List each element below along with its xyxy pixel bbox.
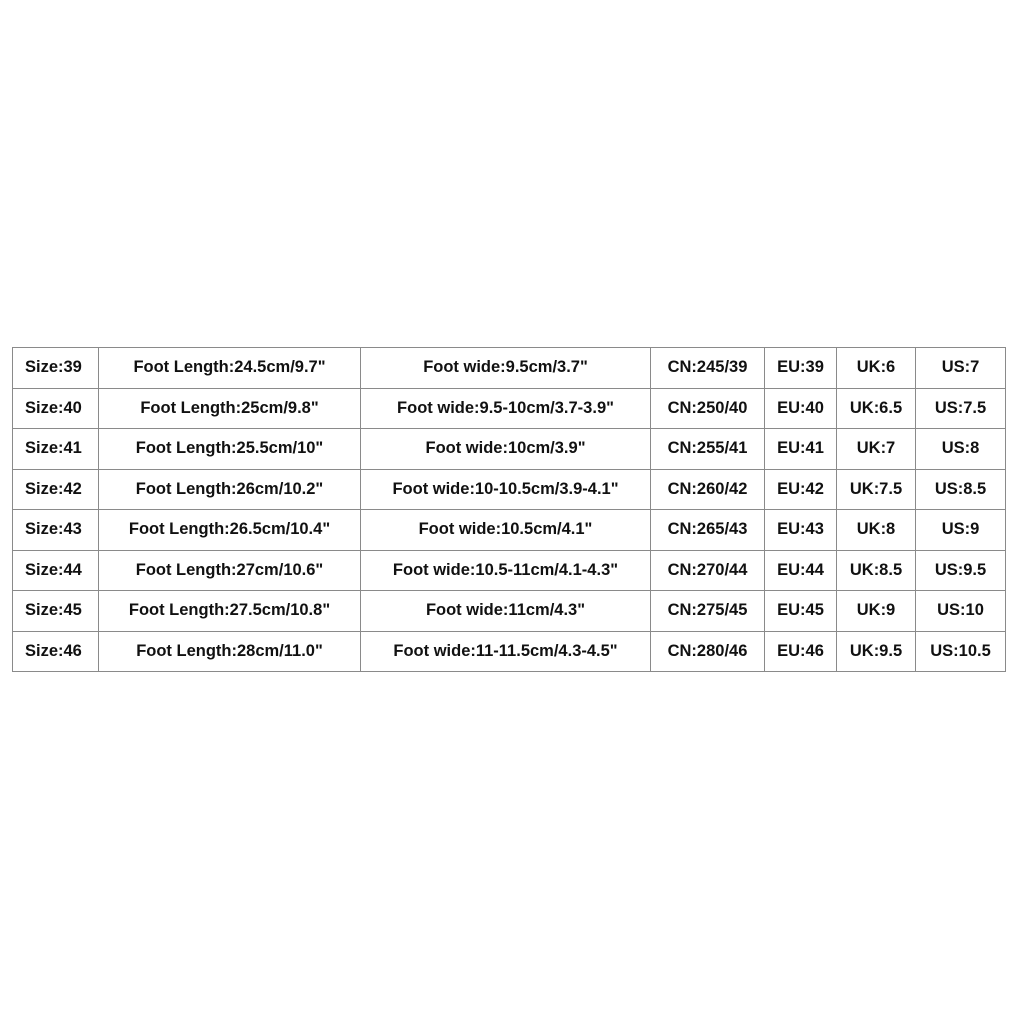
- size-chart-body: [13, 348, 1006, 672]
- eu-size-cell: EU:44: [765, 550, 837, 591]
- cn-size-cell: CN:280/46: [651, 631, 765, 672]
- foot-length-cell: Foot Length:25.5cm/10": [99, 429, 361, 470]
- foot-width-cell: Foot wide:10.5-11cm/4.1-4.3": [361, 550, 651, 591]
- us-size-cell: US:8: [916, 429, 1006, 470]
- cn-size-cell: CN:245/39: [651, 348, 765, 389]
- uk-size-cell: UK:7.5: [837, 469, 916, 510]
- table-row: [13, 348, 1006, 389]
- cn-size-cell: CN:255/41: [651, 429, 765, 470]
- table-row: [13, 510, 1006, 551]
- us-size-cell: US:8.5: [916, 469, 1006, 510]
- size-cell: Size:45: [13, 591, 99, 632]
- us-size-cell: US:9: [916, 510, 1006, 551]
- us-size-cell: US:10: [916, 591, 1006, 632]
- table-row: [13, 469, 1006, 510]
- foot-width-cell: Foot wide:9.5cm/3.7": [361, 348, 651, 389]
- uk-size-cell: UK:7: [837, 429, 916, 470]
- uk-size-cell: UK:9.5: [837, 631, 916, 672]
- eu-size-cell: EU:42: [765, 469, 837, 510]
- table-row: [13, 631, 1006, 672]
- size-cell: Size:39: [13, 348, 99, 389]
- uk-size-cell: UK:8.5: [837, 550, 916, 591]
- foot-width-cell: Foot wide:11-11.5cm/4.3-4.5": [361, 631, 651, 672]
- foot-length-cell: Foot Length:28cm/11.0": [99, 631, 361, 672]
- foot-length-cell: Foot Length:26cm/10.2": [99, 469, 361, 510]
- cn-size-cell: CN:260/42: [651, 469, 765, 510]
- size-chart-table: [12, 347, 1006, 672]
- size-cell: Size:44: [13, 550, 99, 591]
- us-size-cell: US:7: [916, 348, 1006, 389]
- us-size-cell: US:10.5: [916, 631, 1006, 672]
- us-size-cell: US:9.5: [916, 550, 1006, 591]
- foot-width-cell: Foot wide:10cm/3.9": [361, 429, 651, 470]
- table-row: [13, 388, 1006, 429]
- foot-length-cell: Foot Length:27.5cm/10.8": [99, 591, 361, 632]
- table-row: [13, 591, 1006, 632]
- size-cell: Size:40: [13, 388, 99, 429]
- cn-size-cell: CN:270/44: [651, 550, 765, 591]
- size-cell: Size:46: [13, 631, 99, 672]
- eu-size-cell: EU:43: [765, 510, 837, 551]
- foot-width-cell: Foot wide:10.5cm/4.1": [361, 510, 651, 551]
- eu-size-cell: EU:46: [765, 631, 837, 672]
- uk-size-cell: UK:9: [837, 591, 916, 632]
- table-row: [13, 429, 1006, 470]
- eu-size-cell: EU:45: [765, 591, 837, 632]
- uk-size-cell: UK:6.5: [837, 388, 916, 429]
- size-cell: Size:42: [13, 469, 99, 510]
- eu-size-cell: EU:40: [765, 388, 837, 429]
- eu-size-cell: EU:39: [765, 348, 837, 389]
- foot-width-cell: Foot wide:11cm/4.3": [361, 591, 651, 632]
- cn-size-cell: CN:265/43: [651, 510, 765, 551]
- table-row: [13, 550, 1006, 591]
- foot-width-cell: Foot wide:9.5-10cm/3.7-3.9": [361, 388, 651, 429]
- uk-size-cell: UK:8: [837, 510, 916, 551]
- foot-width-cell: Foot wide:10-10.5cm/3.9-4.1": [361, 469, 651, 510]
- cn-size-cell: CN:250/40: [651, 388, 765, 429]
- foot-length-cell: Foot Length:26.5cm/10.4": [99, 510, 361, 551]
- foot-length-cell: Foot Length:25cm/9.8": [99, 388, 361, 429]
- size-cell: Size:41: [13, 429, 99, 470]
- uk-size-cell: UK:6: [837, 348, 916, 389]
- cn-size-cell: CN:275/45: [651, 591, 765, 632]
- foot-length-cell: Foot Length:27cm/10.6": [99, 550, 361, 591]
- foot-length-cell: Foot Length:24.5cm/9.7": [99, 348, 361, 389]
- eu-size-cell: EU:41: [765, 429, 837, 470]
- us-size-cell: US:7.5: [916, 388, 1006, 429]
- size-cell: Size:43: [13, 510, 99, 551]
